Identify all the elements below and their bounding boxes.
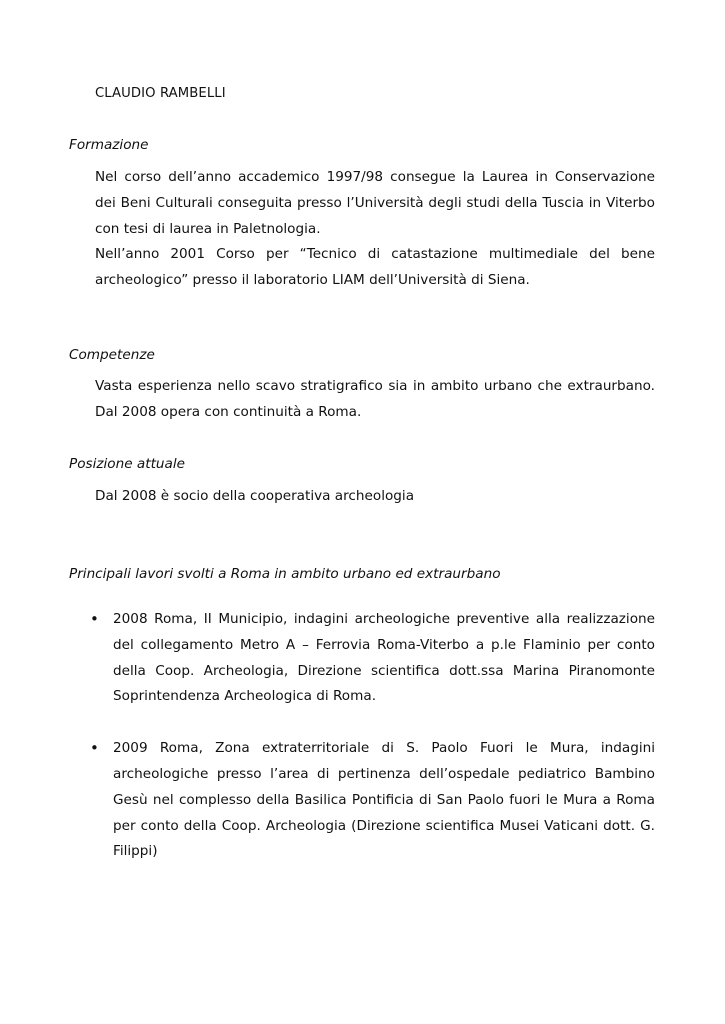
bullet-icon: • xyxy=(90,739,99,758)
posizione-paragraph: Dal 2008 è socio della cooperativa archeologia xyxy=(95,488,415,504)
formazione-paragraph-corso: Nell’anno 2001 Corso per “Tecnico di catastazione multimediale del bene archeologico” presso il laboratorio LIAM dell’Università di Siena. xyxy=(95,246,655,289)
heading-formazione: Formazione xyxy=(69,137,149,153)
bullet-icon: • xyxy=(90,610,99,628)
heading-posizione-attuale: Posizione attuale xyxy=(69,456,185,472)
lavori-item-2008: 2008 Roma, II Municipio, indagini archeologiche preventive alla realizzazione del collegamento Metro A – Ferrovia Roma-Viterbo a p.le Flaminio per conto della Coop. Archeologia, Direzione scientifica dott.ssa Marina Piranomonte Soprintendenza Archeologica di Roma. xyxy=(113,611,655,705)
posizione-body xyxy=(95,484,655,510)
formazione-body xyxy=(95,165,655,294)
lavori-list xyxy=(69,607,655,865)
competenze-paragraph: Vasta esperienza nello scavo stratigrafico sia in ambito urbano che extraurbano. Dal 2008 opera con continuità a Roma. xyxy=(95,378,655,420)
lavori-item-2009: 2009 Roma, Zona extraterritoriale di S. Paolo Fuori le Mura, indagini archeologiche presso l’area di pertinenza dell’ospedale pediatrico Bambino Gesù nel complesso della Basilica Pontificia di San Paolo fuori le Mura a Roma per conto della Coop. Archeologia (Direzione scientifica Musei Vaticani dott. G. Filippi) xyxy=(113,740,655,860)
competenze-body xyxy=(95,374,655,426)
formazione-paragraph-laurea: Nel corso dell’anno accademico 1997/98 consegue la Laurea in Conservazione dei Beni Culturali conseguita presso l’Università degli studi della Tuscia in Viterbo con tesi di laurea in Paletnologia. xyxy=(95,169,655,237)
heading-principali-lavori: Principali lavori svolti a Roma in ambito urbano ed extraurbano xyxy=(69,566,501,582)
person-name: CLAUDIO RAMBELLI xyxy=(95,86,226,101)
list-item xyxy=(69,736,655,865)
list-item xyxy=(69,607,655,710)
heading-competenze: Competenze xyxy=(69,347,155,363)
